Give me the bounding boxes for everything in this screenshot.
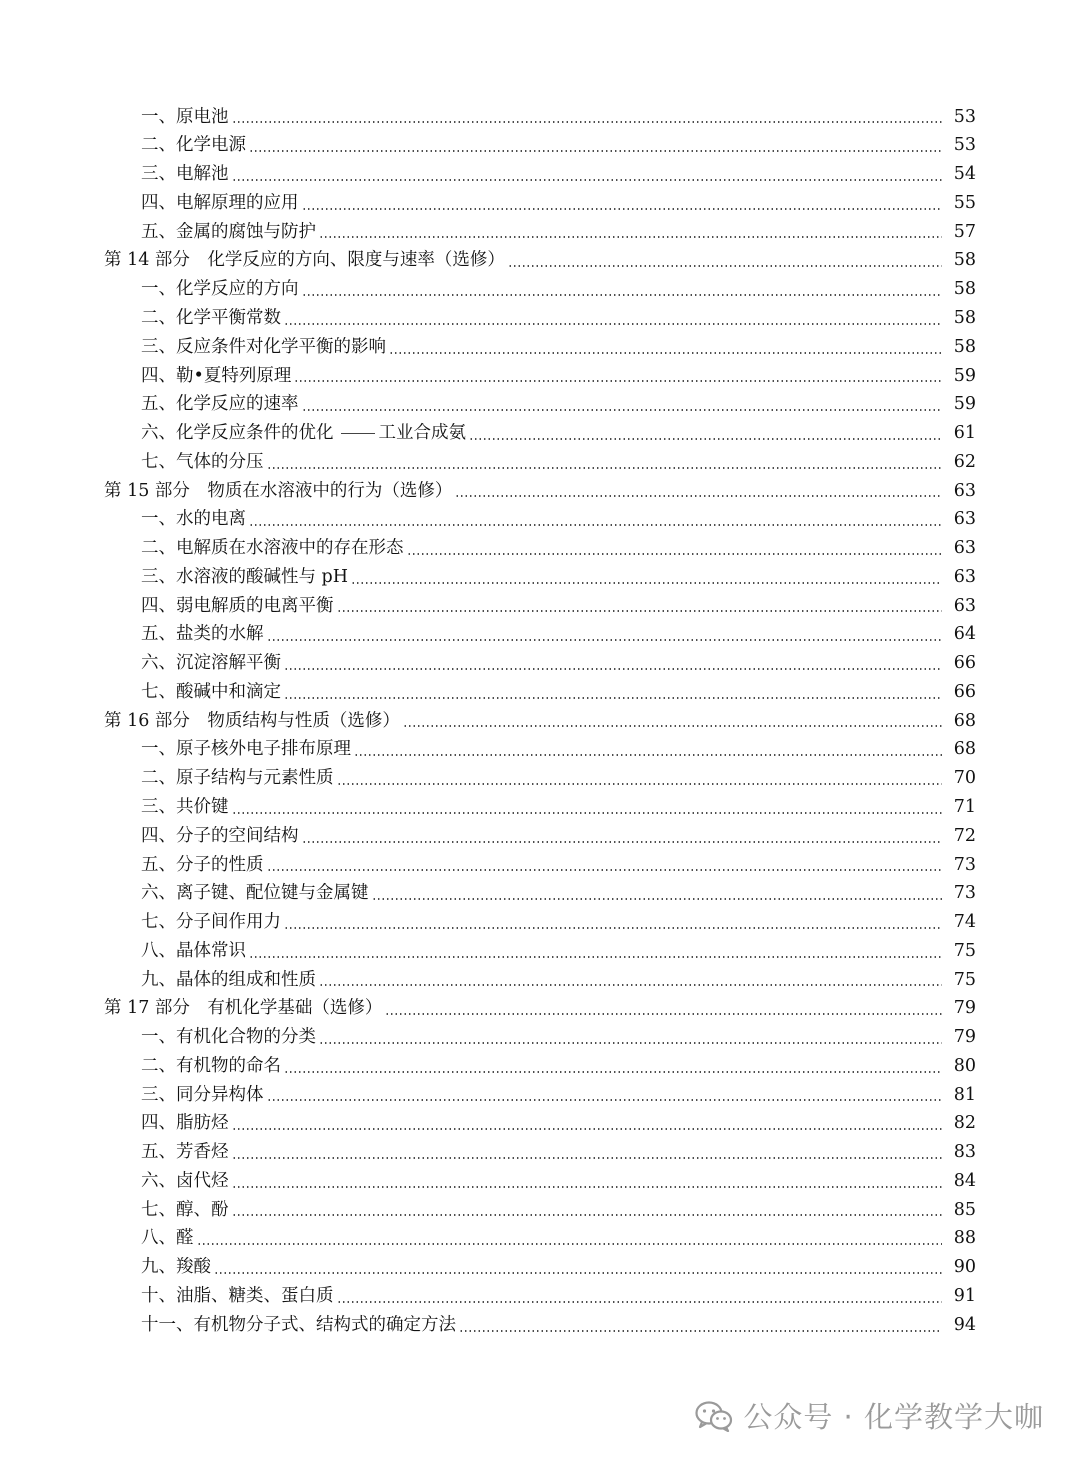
toc-page-number: 70 — [953, 768, 976, 789]
toc-entry[interactable] — [0, 1167, 1080, 1196]
toc-entry[interactable] — [0, 1110, 1080, 1139]
toc-entry-title: 九、晶体的组成和性质 — [141, 969, 316, 990]
toc-dot-leader — [508, 265, 942, 267]
toc-dot-leader — [354, 754, 942, 756]
toc-section-heading[interactable] — [0, 995, 1080, 1024]
toc-page-number: 57 — [953, 221, 976, 242]
toc-page-number: 61 — [953, 423, 976, 444]
toc-entry[interactable] — [0, 534, 1080, 563]
toc-entry[interactable] — [0, 506, 1080, 535]
toc-entry[interactable] — [0, 822, 1080, 851]
toc-page-number: 68 — [953, 739, 976, 760]
toc-entry-title: 三、水溶液的酸碱性与 pH — [141, 566, 349, 587]
toc-entry-title: 八、醛 — [141, 1228, 194, 1249]
toc-entry-subtitle: 工业合成氨 — [378, 423, 466, 444]
toc-dot-leader — [267, 639, 943, 641]
toc-entry-title: 七、分子间作用力 — [141, 912, 281, 933]
toc-dot-leader — [214, 1272, 942, 1274]
toc-page-number: 55 — [953, 192, 976, 213]
toc-entry-title: 七、醇、酚 — [141, 1199, 229, 1220]
toc-dot-leader — [459, 1330, 942, 1332]
toc-entry-title: 八、晶体常识 — [141, 940, 246, 961]
toc-entry[interactable] — [0, 736, 1080, 765]
toc-entry-title: 五、化学反应的速率 — [141, 394, 299, 415]
toc-page-number: 62 — [953, 451, 976, 472]
toc-dot-leader — [284, 668, 942, 670]
toc-entry[interactable] — [0, 650, 1080, 679]
toc-entry[interactable] — [0, 189, 1080, 218]
toc-entry-title: 第 17 部分 有机化学基础（选修） — [104, 998, 383, 1019]
toc-page-number: 74 — [953, 912, 976, 933]
toc-entry-title: 五、金属的腐蚀与防护 — [141, 221, 316, 242]
toc-entry[interactable] — [0, 304, 1080, 333]
toc-entry-title: 三、反应条件对化学平衡的影响 — [141, 336, 386, 357]
toc-page-number: 73 — [953, 883, 976, 904]
toc-entry[interactable] — [0, 937, 1080, 966]
toc-entry[interactable] — [0, 1225, 1080, 1254]
toc-entry[interactable] — [0, 448, 1080, 477]
toc-entry-title: 六、卤代烃 — [141, 1170, 229, 1191]
toc-entry-title: 二、化学电源 — [141, 135, 246, 156]
toc-entry-title: 一、化学反应的方向 — [141, 279, 299, 300]
toc-page-number: 58 — [953, 307, 976, 328]
toc-entry-title: 一、原子核外电子排布原理 — [141, 739, 351, 760]
toc-entry[interactable] — [0, 851, 1080, 880]
toc-page-number: 66 — [953, 653, 976, 674]
toc-section-heading[interactable] — [0, 247, 1080, 276]
toc-entry-title: 四、勒•夏特列原理 — [141, 365, 292, 386]
toc-dot-leader — [469, 438, 942, 440]
toc-page-number: 81 — [953, 1084, 976, 1105]
toc-page-number: 75 — [953, 969, 976, 990]
toc-entry[interactable] — [0, 1311, 1080, 1340]
toc-dot-leader — [302, 841, 943, 843]
toc-dot-leader — [351, 582, 942, 584]
toc-entry[interactable] — [0, 333, 1080, 362]
toc-entry-title: 二、化学平衡常数 — [141, 307, 281, 328]
toc-entry-title: 七、酸碱中和滴定 — [141, 681, 281, 702]
toc-dot-leader — [302, 294, 943, 296]
toc-page-number: 54 — [953, 164, 976, 185]
toc-entry[interactable] — [0, 132, 1080, 161]
toc-dot-leader — [389, 352, 942, 354]
toc-dot-leader — [455, 495, 942, 497]
watermark — [695, 1395, 1044, 1436]
toc-page-number: 75 — [953, 940, 976, 961]
toc-entry[interactable] — [0, 1282, 1080, 1311]
toc-page-number: 59 — [953, 365, 976, 386]
toc-page-number: 79 — [953, 1027, 976, 1048]
toc-page-number: 84 — [953, 1170, 976, 1191]
toc-entry-title: 六、离子键、配位键与金属键 — [141, 883, 369, 904]
toc-entry-title: 五、分子的性质 — [141, 854, 264, 875]
toc-page-number: 90 — [953, 1257, 976, 1278]
toc-entry[interactable] — [0, 1196, 1080, 1225]
toc-entry[interactable] — [0, 391, 1080, 420]
toc-dot-leader — [284, 697, 942, 699]
toc-dash-separator — [341, 433, 375, 434]
toc-dot-leader — [232, 1214, 943, 1216]
toc-entry[interactable] — [0, 218, 1080, 247]
toc-entry[interactable] — [0, 563, 1080, 592]
toc-entry-title: 一、有机化合物的分类 — [141, 1027, 316, 1048]
toc-dot-leader — [232, 1186, 943, 1188]
toc-dot-leader — [267, 1099, 943, 1101]
toc-page-number: 88 — [953, 1228, 976, 1249]
toc-entry[interactable] — [0, 1052, 1080, 1081]
toc-entry[interactable] — [0, 1081, 1080, 1110]
toc-dot-leader — [407, 553, 943, 555]
wechat-icon — [695, 1400, 733, 1432]
toc-dot-leader — [249, 150, 942, 152]
toc-page-number: 94 — [953, 1314, 976, 1335]
toc-entry[interactable] — [0, 880, 1080, 909]
toc-entry[interactable] — [0, 419, 1080, 448]
toc-entry-title: 四、脂肪烃 — [141, 1113, 229, 1134]
toc-page-number: 63 — [953, 538, 976, 559]
toc-page-number: 63 — [953, 509, 976, 530]
toc-page-number: 64 — [953, 624, 976, 645]
toc-entry[interactable] — [0, 362, 1080, 391]
toc-dot-leader — [385, 1013, 942, 1015]
toc-dot-leader — [249, 524, 942, 526]
toc-dot-leader — [319, 984, 942, 986]
toc-section-heading[interactable] — [0, 707, 1080, 736]
toc-entry-title: 四、电解原理的应用 — [141, 192, 299, 213]
toc-page-number: 53 — [953, 106, 976, 127]
toc-page-number: 58 — [953, 279, 976, 300]
table-of-contents — [0, 103, 1080, 1340]
toc-entry-title: 三、共价键 — [141, 797, 229, 817]
toc-dot-leader — [319, 236, 942, 238]
toc-dot-leader — [232, 1157, 943, 1159]
toc-dot-leader — [337, 1301, 943, 1303]
toc-page-number: 91 — [953, 1286, 976, 1307]
toc-entry-title: 一、水的电离 — [141, 509, 246, 530]
toc-page-number: 72 — [953, 825, 976, 846]
toc-dot-leader — [337, 610, 943, 612]
toc-dot-leader — [284, 323, 942, 325]
toc-entry-title: 十一、有机物分子式、结构式的确定方法 — [141, 1314, 456, 1335]
toc-entry[interactable] — [0, 966, 1080, 995]
toc-entry-title: 三、同分异构体 — [141, 1084, 264, 1105]
toc-entry[interactable] — [0, 793, 1080, 822]
toc-entry-title: 四、分子的空间结构 — [141, 825, 299, 846]
toc-dot-leader — [197, 1243, 943, 1245]
toc-entry-title: 四、弱电解质的电离平衡 — [141, 595, 334, 616]
toc-entry-title: 六、沉淀溶解平衡 — [141, 653, 281, 674]
toc-dot-leader — [232, 1128, 943, 1130]
toc-page-number: 80 — [953, 1055, 976, 1076]
toc-page-number: 83 — [953, 1142, 976, 1163]
toc-entry-title: 二、有机物的命名 — [141, 1055, 281, 1076]
toc-entry-title: 七、气体的分压 — [141, 451, 264, 472]
toc-entry-title: 十、油脂、糖类、蛋白质 — [141, 1286, 334, 1307]
toc-entry-title: 第 16 部分 物质结构与性质（选修） — [104, 710, 400, 731]
toc-page-number: 71 — [953, 797, 976, 817]
toc-dot-leader — [337, 783, 943, 785]
toc-page-number: 68 — [953, 710, 976, 731]
toc-dot-leader — [319, 1042, 942, 1044]
toc-entry[interactable] — [0, 103, 1080, 132]
toc-page-number: 58 — [953, 250, 976, 271]
toc-page-number: 85 — [953, 1199, 976, 1220]
toc-entry[interactable] — [0, 276, 1080, 305]
toc-section-heading[interactable] — [0, 477, 1080, 506]
toc-dot-leader — [302, 409, 943, 411]
toc-entry[interactable] — [0, 161, 1080, 190]
toc-page-number: 58 — [953, 336, 976, 357]
toc-entry[interactable] — [0, 1254, 1080, 1283]
toc-entry-title: 五、芳香烃 — [141, 1142, 229, 1163]
toc-page-number: 66 — [953, 681, 976, 702]
toc-entry[interactable] — [0, 1024, 1080, 1053]
toc-dot-leader — [284, 1071, 942, 1073]
toc-page-number: 63 — [953, 595, 976, 616]
toc-entry-title: 二、电解质在水溶液中的存在形态 — [141, 538, 404, 559]
toc-dot-leader — [249, 956, 942, 958]
toc-dot-leader — [232, 179, 943, 181]
watermark-text: 公众号 · 化学教学大咖 — [743, 1400, 1044, 1434]
toc-dot-leader — [302, 208, 943, 210]
toc-dot-leader — [294, 380, 942, 382]
toc-dot-leader — [284, 927, 942, 929]
toc-entry[interactable] — [0, 592, 1080, 621]
toc-entry-title: 第 15 部分 物质在水溶液中的行为（选修） — [104, 480, 453, 501]
toc-entry-title: 六、化学反应条件的优化 — [141, 423, 334, 444]
toc-page-number: 79 — [953, 998, 976, 1019]
toc-entry[interactable] — [0, 908, 1080, 937]
toc-entry[interactable] — [0, 765, 1080, 794]
toc-entry[interactable] — [0, 1139, 1080, 1168]
toc-entry-title: 九、羧酸 — [141, 1257, 211, 1278]
toc-entry[interactable] — [0, 621, 1080, 650]
toc-page-number: 63 — [953, 566, 976, 587]
toc-dot-leader — [267, 869, 943, 871]
toc-entry-title: 三、电解池 — [141, 164, 229, 185]
toc-page-number: 53 — [953, 135, 976, 156]
toc-dot-leader — [267, 467, 943, 469]
toc-page-number: 63 — [953, 480, 976, 501]
toc-entry[interactable] — [0, 678, 1080, 707]
toc-dot-leader — [403, 725, 942, 727]
toc-dot-leader — [232, 812, 943, 814]
toc-dot-leader — [372, 898, 943, 900]
toc-page-number: 82 — [953, 1113, 976, 1134]
toc-entry-title: 第 14 部分 化学反应的方向、限度与速率（选修） — [104, 250, 505, 271]
toc-page-number: 73 — [953, 854, 976, 875]
toc-dot-leader — [232, 121, 943, 123]
toc-entry-title: 一、原电池 — [141, 106, 229, 127]
toc-entry-title: 二、原子结构与元素性质 — [141, 768, 334, 789]
toc-entry-title: 五、盐类的水解 — [141, 624, 264, 645]
toc-page-number: 59 — [953, 394, 976, 415]
